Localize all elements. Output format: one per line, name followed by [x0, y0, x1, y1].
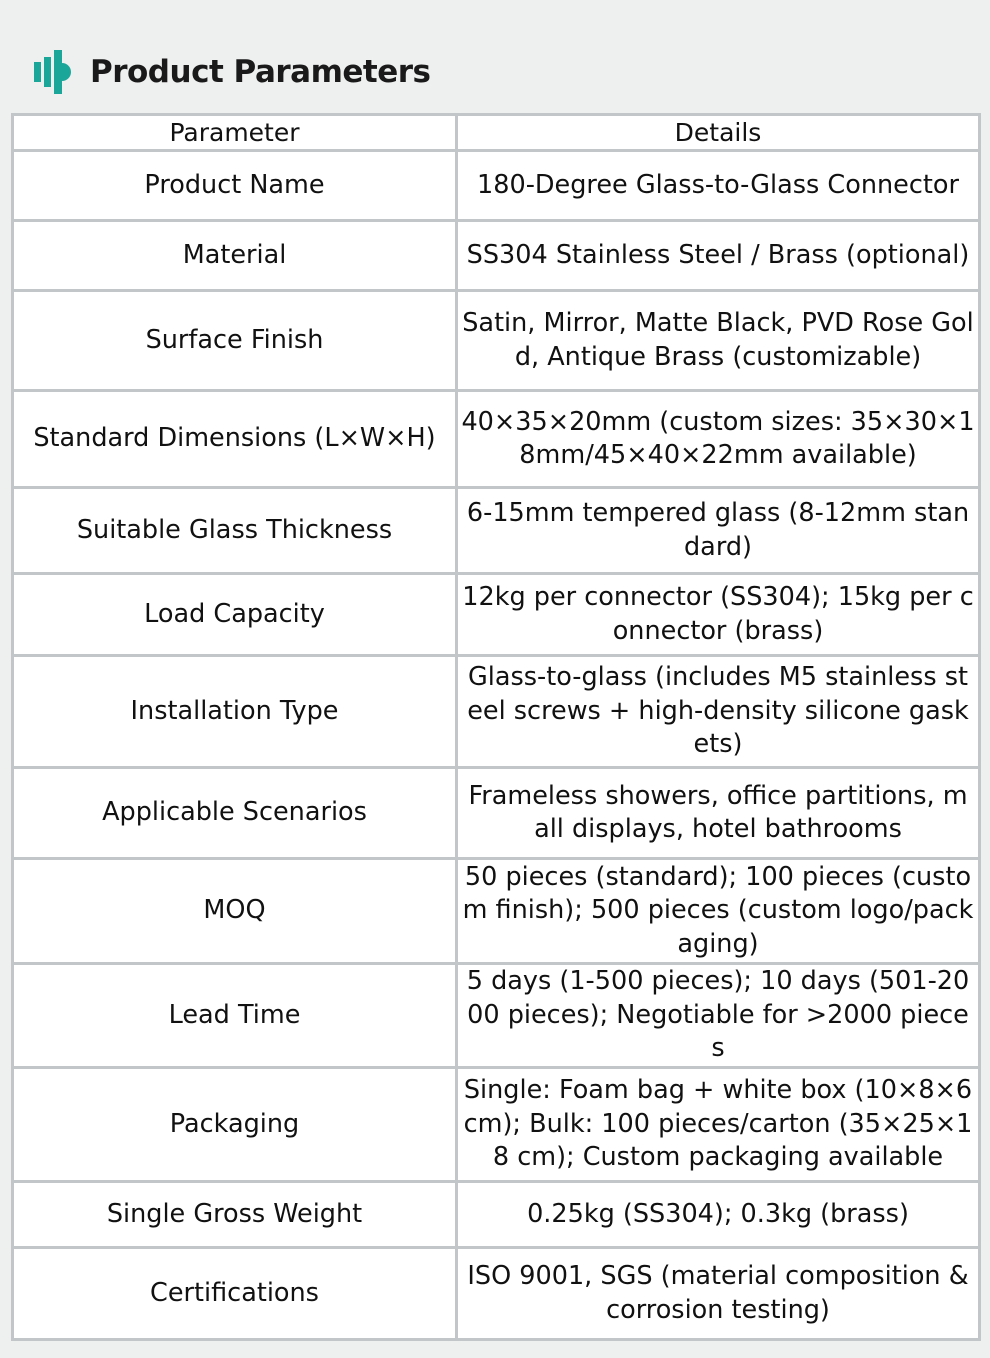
table-row: [13, 1182, 980, 1248]
page-title: Product Parameters: [90, 54, 431, 90]
table-row: [13, 151, 980, 221]
page-header: [32, 48, 430, 96]
table-row: [13, 488, 980, 574]
parameter-cell: Installation Type: [13, 656, 457, 768]
parameter-cell: Standard Dimensions (L×W×H): [13, 391, 457, 488]
table-row: [13, 391, 980, 488]
table-header-row: [13, 115, 980, 151]
table-row: [13, 574, 980, 656]
table-row: [13, 768, 980, 859]
details-cell: Single: Foam bag + white box (10×8×6 cm); Bulk: 100 pieces/carton (35×25×18 cm); Custom packaging available: [457, 1068, 980, 1182]
parameter-cell: Certifications: [13, 1248, 457, 1340]
details-cell: 5 days (1-500 pieces); 10 days (501-2000 pieces); Negotiable for >2000 pieces: [457, 964, 980, 1068]
details-cell: Frameless showers, office partitions, mall displays, hotel bathrooms: [457, 768, 980, 859]
parameter-cell: Product Name: [13, 151, 457, 221]
details-cell: 50 pieces (standard); 100 pieces (custom finish); 500 pieces (custom logo/packaging): [457, 859, 980, 964]
details-cell: 40×35×20mm (custom sizes: 35×30×18mm/45×40×22mm available): [457, 391, 980, 488]
details-cell: 12kg per connector (SS304); 15kg per connector (brass): [457, 574, 980, 656]
details-cell: Satin, Mirror, Matte Black, PVD Rose Gold, Antique Brass (customizable): [457, 291, 980, 391]
table-row: [13, 964, 980, 1068]
details-cell: 0.25kg (SS304); 0.3kg (brass): [457, 1182, 980, 1248]
table-row: [13, 1248, 980, 1340]
parameter-cell: Single Gross Weight: [13, 1182, 457, 1248]
column-header-details: Details: [457, 115, 980, 151]
table-row: [13, 656, 980, 768]
table-row: [13, 859, 980, 964]
parameter-cell: Packaging: [13, 1068, 457, 1182]
parameter-cell: Applicable Scenarios: [13, 768, 457, 859]
parameter-cell: Suitable Glass Thickness: [13, 488, 457, 574]
parameter-cell: Surface Finish: [13, 291, 457, 391]
parameter-cell: MOQ: [13, 859, 457, 964]
details-cell: SS304 Stainless Steel / Brass (optional): [457, 221, 980, 291]
table-row: [13, 221, 980, 291]
details-cell: ISO 9001, SGS (material composition & corrosion testing): [457, 1248, 980, 1340]
parameter-cell: Lead Time: [13, 964, 457, 1068]
details-cell: Glass-to-glass (includes M5 stainless steel screws + high-density silicone gaskets): [457, 656, 980, 768]
table-row: [13, 1068, 980, 1182]
details-cell: 6-15mm tempered glass (8-12mm standard): [457, 488, 980, 574]
table-row: [13, 291, 980, 391]
parameter-cell: Material: [13, 221, 457, 291]
parameters-logo-icon: [32, 48, 72, 96]
parameters-table: [11, 113, 981, 1341]
parameter-cell: Load Capacity: [13, 574, 457, 656]
details-cell: 180-Degree Glass-to-Glass Connector: [457, 151, 980, 221]
column-header-parameter: Parameter: [13, 115, 457, 151]
